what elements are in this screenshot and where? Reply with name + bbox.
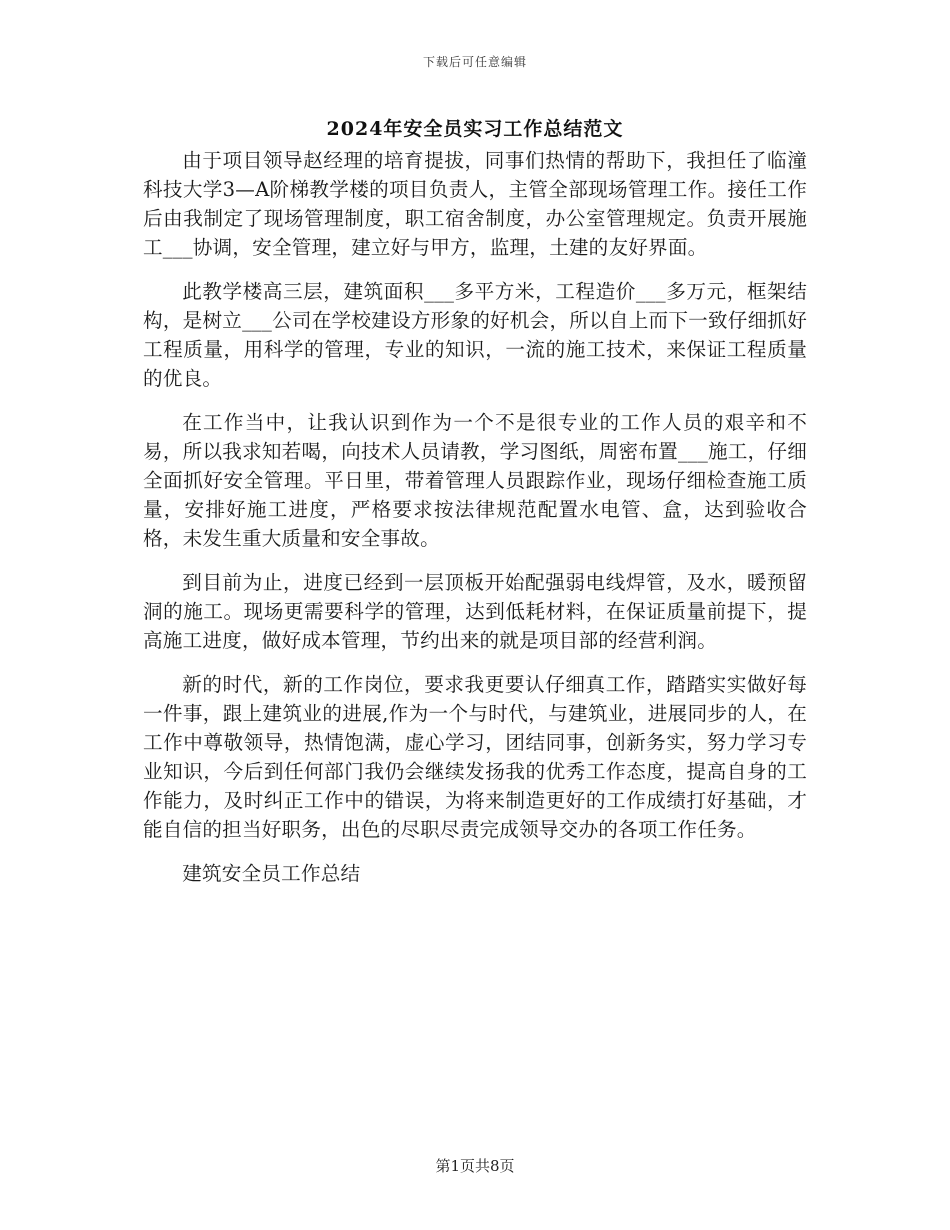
paragraph-2: 此教学楼高三层，建筑面积___多平方米，工程造价___多万元，框架结构，是树立___公司在学校建设方形象的好机会，所以自上而下一致仔细抓好工程质量，用科学的管理，专业的知识，一流的施工技术，来保证工程质量的优良。 [143, 279, 807, 391]
page-header-note: 下载后可任意编辑 [422, 55, 527, 69]
section-heading: 建筑安全员工作总结 [182, 861, 361, 885]
document-body [143, 146, 807, 888]
paragraph-3: 在工作当中，让我认识到作为一个不是很专业的工作人员的艰辛和不易，所以我求知若喝，向技术人员请教，学习图纸，周密布置___施工，仔细全面抓好安全管理。平日里，带着管理人员跟踪作业，现场仔细检查施工质量，安排好施工进度，严格要求按法律规范配置水电管、盒，达到验收合格，未发生重大质量和安全事故。 [143, 410, 807, 551]
document-title: 2024年安全员实习工作总结范文 [326, 118, 624, 140]
paragraph-5: 新的时代，新的工作岗位，要求我更要认仔细真工作，踏踏实实做好每一件事，跟上建筑业的进展,作为一个与时代，与建筑业，进展同步的人，在工作中尊敬领导，热情饱满，虚心学习，团结同事，创新务实，努力学习专业知识，今后到任何部门我仍会继续发扬我的优秀工作态度，提高自身的工作能力，及时纠正工作中的错误，为将来制造更好的工作成绩打好基础，才能自信的担当好职务，出色的尽职尽责完成领导交办的各项工作任务。 [143, 672, 807, 841]
page-number-footer: 第1页共8页 [435, 1157, 515, 1175]
paragraph-1: 由于项目领导赵经理的培育提拔，同事们热情的帮助下，我担任了临潼科技大学3—A阶梯教学楼的项目负责人，主管全部现场管理工作。接任工作后由我制定了现场管理制度，职工宿舍制度，办公室管理规定。负责开展施工___协调，安全管理，建立好与甲方，监理，土建的友好界面。 [143, 149, 807, 260]
paragraph-4: 到目前为止，进度已经到一层顶板开始配强弱电线焊管，及水，暖预留洞的施工。现场更需要科学的管理，达到低耗材料，在保证质量前提下，提高施工进度，做好成本管理，节约出来的就是项目部的经营利润。 [143, 570, 807, 652]
